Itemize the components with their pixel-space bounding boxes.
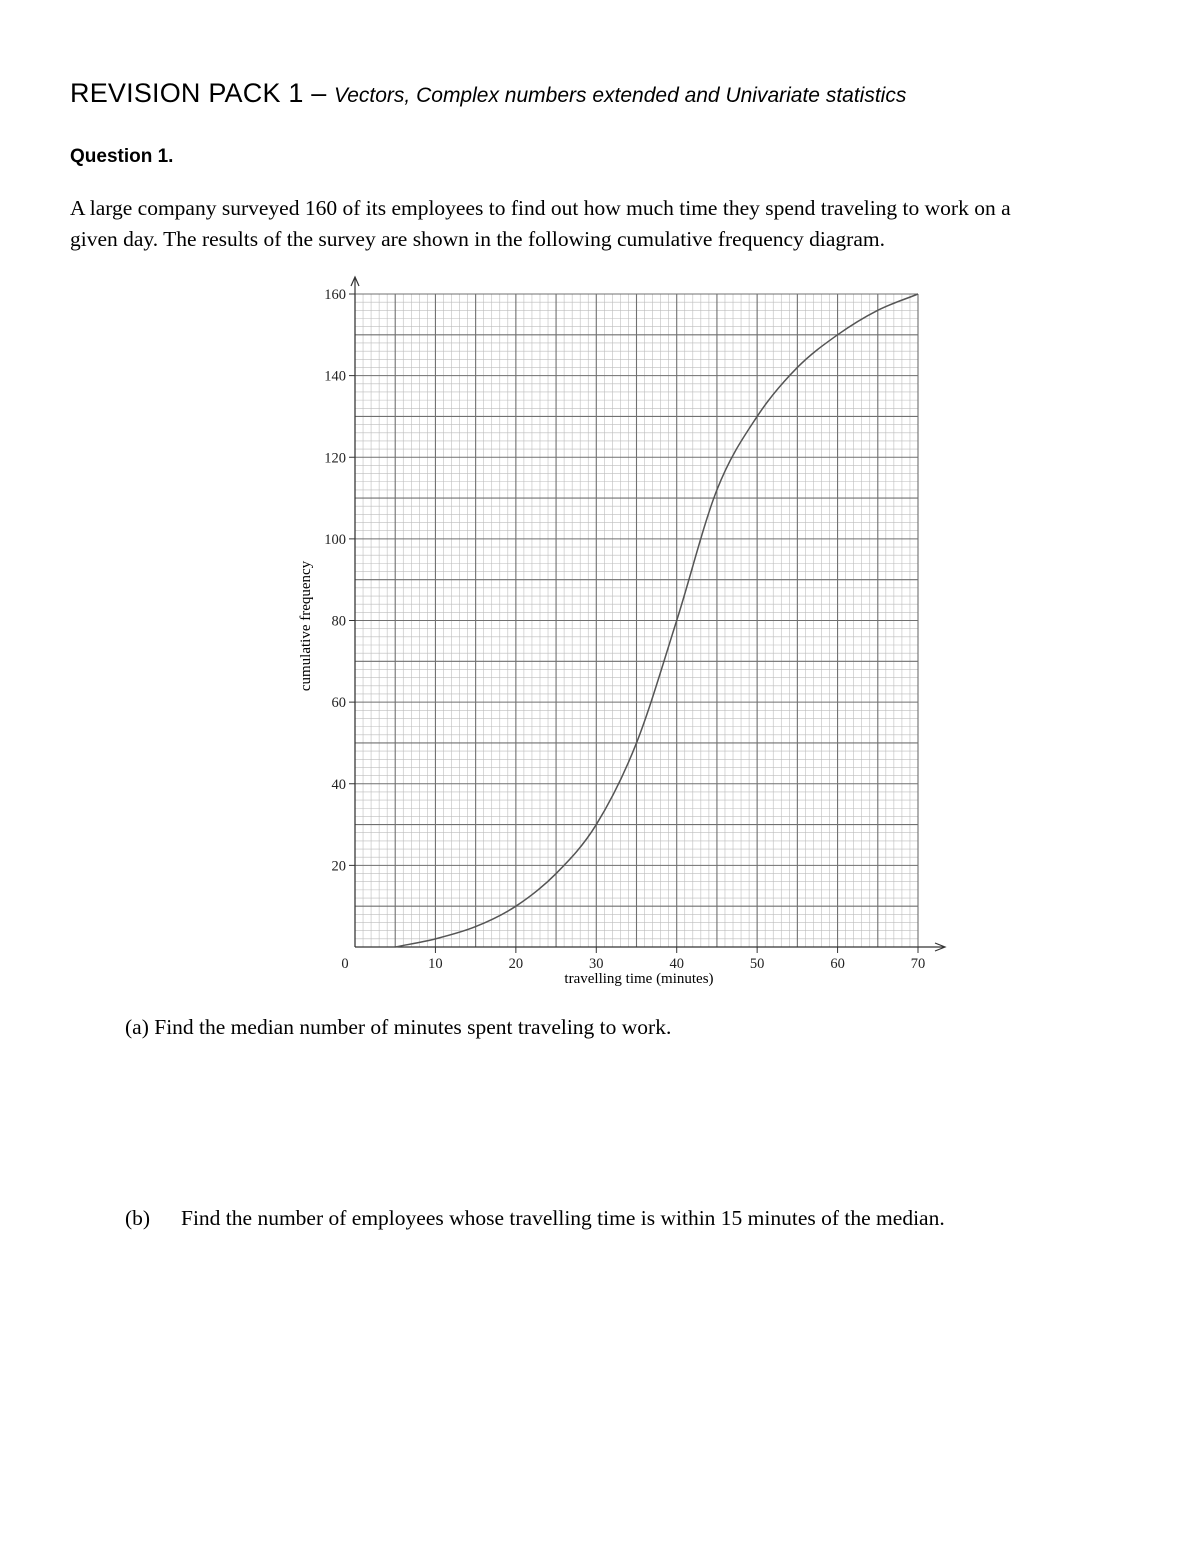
x-tick-label: 20 xyxy=(508,956,524,972)
y-axis-label: cumulative frequency xyxy=(298,560,314,692)
y-tick-label: 60 xyxy=(331,695,346,712)
title-subtitle: Vectors, Complex numbers extended and Univariate statistics xyxy=(334,84,907,107)
y-tick-label: 160 xyxy=(324,287,346,303)
intro-line-1: A large company surveyed 160 of its employees to find out how much time they spend traveling to work on a xyxy=(70,196,1011,220)
intro-line-2: given day. The results of the survey are shown in the following cumulative frequency diagram. xyxy=(70,227,885,251)
x-tick-label: 70 xyxy=(910,956,926,972)
y-tick-label: 140 xyxy=(324,368,346,385)
title-main: REVISION PACK 1 – xyxy=(70,78,327,108)
chart-ticks xyxy=(349,294,918,953)
x-tick-label: 30 xyxy=(589,956,604,972)
question-heading: Question 1. xyxy=(70,146,174,167)
part-b-question: Find the number of employees whose travelling time is within 15 minutes of the median. xyxy=(181,1206,945,1230)
x-axis-label: travelling time (minutes) xyxy=(564,971,714,987)
x-tick-label: 50 xyxy=(749,956,765,972)
y-tick-label: 20 xyxy=(331,858,346,875)
part-b-label: (b) xyxy=(125,1206,151,1230)
chart-axes xyxy=(351,277,945,951)
chart-tick-labels xyxy=(324,287,925,972)
y-tick-label: 80 xyxy=(331,613,346,630)
x-tick-label: 0 xyxy=(341,956,349,972)
x-tick-label: 10 xyxy=(428,956,443,972)
y-tick-label: 40 xyxy=(331,776,346,793)
y-tick-label: 120 xyxy=(324,450,346,467)
x-tick-label: 60 xyxy=(830,956,845,972)
x-tick-label: 40 xyxy=(669,956,684,972)
y-tick-label: 100 xyxy=(324,531,346,548)
part-a-question: (a) Find the median number of minutes spent traveling to work. xyxy=(125,1015,672,1039)
